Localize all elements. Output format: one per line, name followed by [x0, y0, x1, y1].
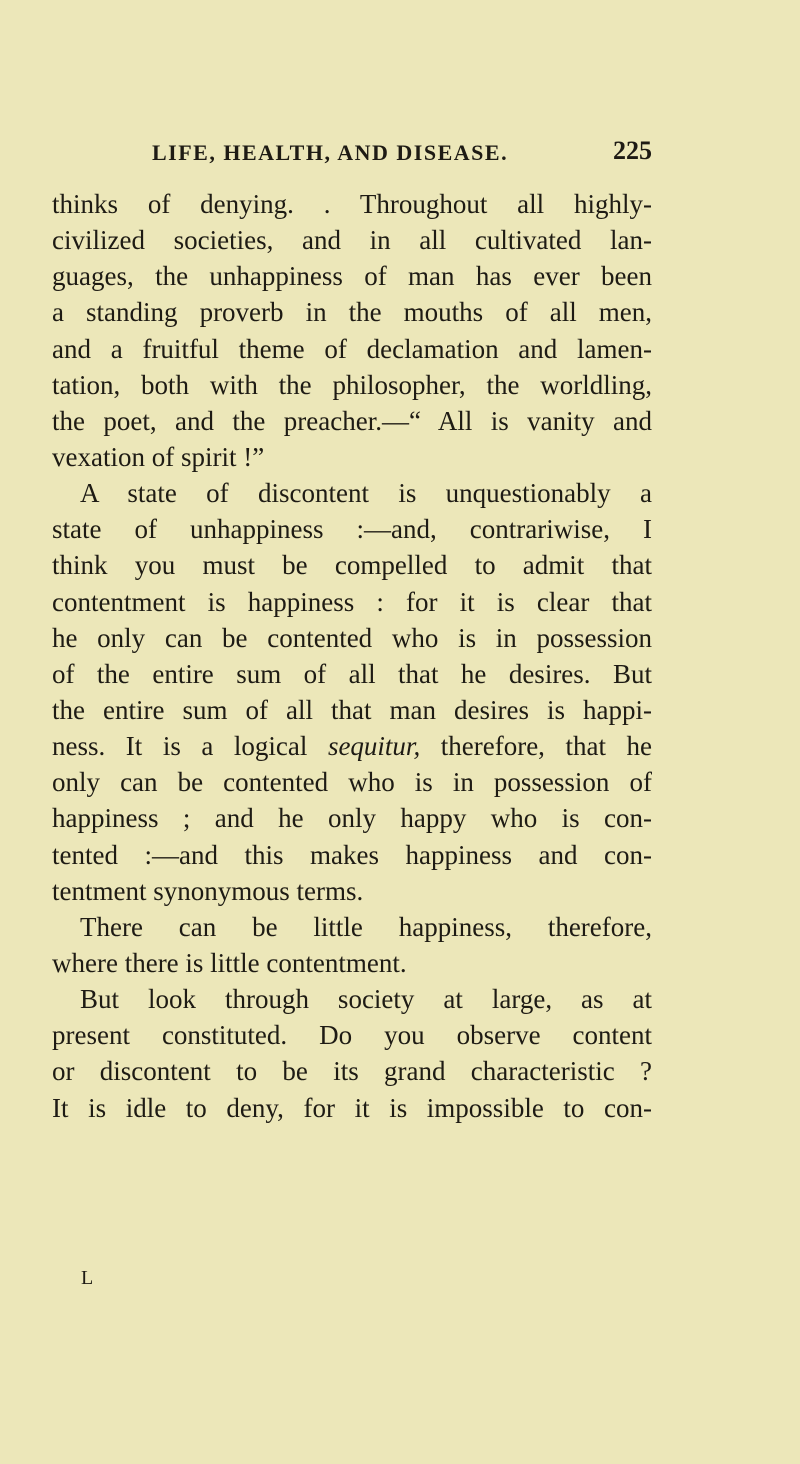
- text-line: only can be contented who is in possession of: [52, 767, 652, 798]
- text-line: tation, both with the philosopher, the worldling,: [52, 369, 652, 400]
- text-line: happiness ; and he only happy who is con-: [52, 803, 652, 834]
- text-line: tentment synonymous terms.: [52, 875, 364, 906]
- page-number: 225: [613, 136, 652, 165]
- page-header: [152, 136, 652, 170]
- text-segment: ness. It is a logical: [52, 731, 308, 762]
- text-line: thinks of denying. . Throughout all highly-: [52, 189, 652, 219]
- text-line: It is idle to deny, for it is impossible to con-: [52, 1092, 652, 1123]
- text-line-mixed: [52, 728, 652, 764]
- text-line: contentment is happiness : for it is clear that: [52, 586, 652, 617]
- text-line: the entire sum of all that man desires is happi-: [52, 694, 652, 725]
- italic-term: sequitur,: [327, 731, 421, 762]
- text-segment: therefore, that he: [440, 731, 652, 762]
- text-line: he only can be contented who is in possession: [52, 622, 652, 653]
- text-line: vexation of spirit !”: [52, 441, 265, 472]
- text-line: where there is little contentment.: [52, 947, 407, 978]
- text-line: the poet, and the preacher.—“ All is vanity and: [52, 405, 652, 436]
- signature-mark: L: [81, 1267, 95, 1289]
- running-head: LIFE, HEALTH, AND DISEASE.: [152, 140, 509, 165]
- text-line: civilized societies, and in all cultivated lan-: [52, 225, 652, 256]
- text-line: guages, the unhappiness of man has ever been: [52, 261, 652, 292]
- text-line: think you must be compelled to admit that: [52, 550, 652, 581]
- text-line: of the entire sum of all that he desires. But: [52, 658, 652, 689]
- text-line: or discontent to be its grand characteristic ?: [52, 1056, 652, 1087]
- text-line: present constituted. Do you observe content: [52, 1020, 652, 1051]
- text-line: and a fruitful theme of declamation and lamen-: [52, 333, 652, 364]
- body-text: [52, 186, 652, 1126]
- text-line: tented :—and this makes happiness and con-: [52, 839, 652, 870]
- text-line: But look through society at large, as at: [80, 984, 652, 1015]
- text-line: There can be little happiness, therefore,: [80, 911, 652, 942]
- text-line: a standing proverb in the mouths of all men,: [52, 297, 652, 328]
- text-line: A state of discontent is unquestionably a: [80, 478, 652, 509]
- text-line: state of unhappiness :—and, contrariwise, I: [52, 514, 652, 545]
